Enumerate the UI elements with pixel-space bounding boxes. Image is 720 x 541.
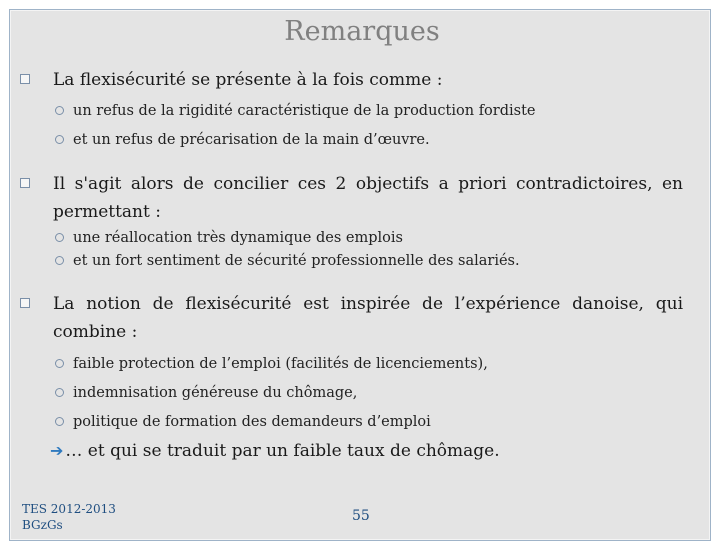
conclusion-line — [50, 441, 500, 461]
bullet-3-text: La notion de flexisécurité est inspirée de l’expérience danoise, qui combine : — [53, 294, 683, 342]
sub-text: indemnisation généreuse du chômage, — [73, 385, 358, 401]
footer-author: BGzGs — [22, 518, 63, 531]
footer-course: TES 2012-2013 — [22, 502, 116, 516]
sub-text: un refus de la rigidité caractéristique de la production fordiste — [73, 103, 536, 119]
ring-bullet-icon — [55, 135, 64, 144]
sub-text: et un fort sentiment de sécurité professionnelle des salariés. — [73, 253, 520, 269]
square-bullet-icon — [20, 298, 30, 308]
arrow-right-icon: ➔ — [50, 441, 64, 460]
sub-text: une réallocation très dynamique des emplois — [73, 230, 403, 246]
bullet-1-sub-2 — [55, 132, 430, 148]
slide-title: Remarques — [284, 16, 440, 47]
bullet-1-sub-1 — [55, 103, 536, 119]
ring-bullet-icon — [55, 417, 64, 426]
bullet-3-sub-1 — [55, 356, 488, 372]
sub-text: et un refus de précarisation de la main d’œuvre. — [73, 132, 430, 148]
sub-text: politique de formation des demandeurs d’emploi — [73, 414, 431, 430]
bullet-2-text: Il s'agit alors de concilier ces 2 objectifs a priori contradictoires, en permettant : — [53, 174, 683, 222]
conclusion-text: … et qui se traduit par un faible taux de chômage. — [65, 441, 500, 461]
ring-bullet-icon — [55, 233, 64, 242]
page-number: 55 — [352, 508, 370, 524]
bullet-3 — [20, 290, 683, 346]
bullet-2 — [20, 170, 683, 226]
ring-bullet-icon — [55, 256, 64, 265]
bullet-1 — [20, 66, 683, 94]
ring-bullet-icon — [55, 359, 64, 368]
bullet-1-text: La flexisécurité se présente à la fois comme : — [53, 70, 443, 90]
bullet-2-sub-1 — [55, 230, 403, 246]
sub-text: faible protection de l’emploi (facilités de licenciements), — [73, 356, 488, 372]
bullet-3-sub-3 — [55, 414, 431, 430]
square-bullet-icon — [20, 178, 30, 188]
bullet-2-sub-2 — [55, 253, 520, 269]
ring-bullet-icon — [55, 388, 64, 397]
bullet-3-sub-2 — [55, 385, 357, 401]
ring-bullet-icon — [55, 106, 64, 115]
footer-left — [22, 501, 122, 531]
square-bullet-icon — [20, 74, 30, 84]
